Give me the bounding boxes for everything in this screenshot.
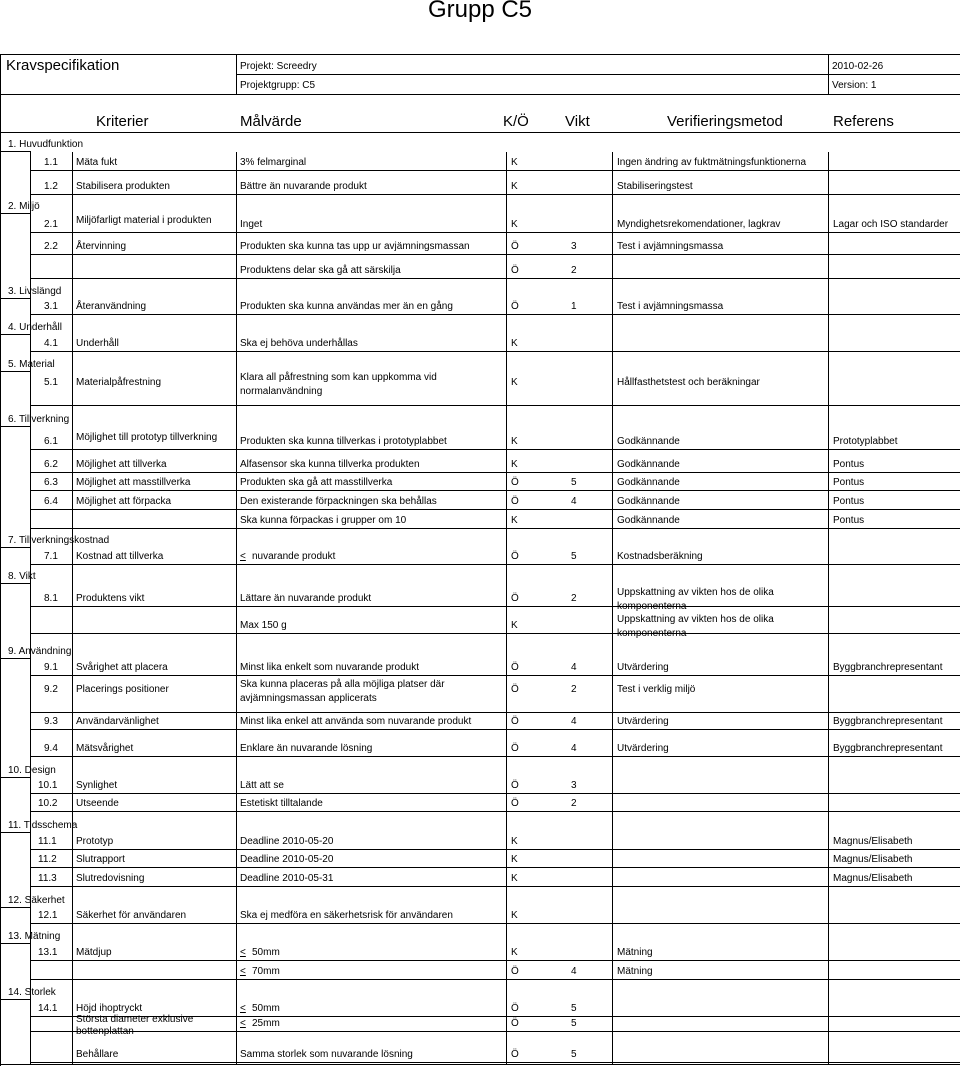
ko-value: K: [511, 515, 518, 526]
section-heading: 12. Säkerhet: [8, 895, 65, 906]
ko-value: Ö: [511, 496, 519, 507]
verification-method: Myndighetsrekomendationer, lagkrav: [617, 219, 781, 230]
reference: Pontus: [833, 515, 865, 526]
target-value: Lätt att se: [240, 780, 284, 791]
section-heading: 13. Mätning: [8, 931, 61, 942]
project-group: Projektgrupp: C5: [240, 80, 316, 91]
target-value: Bättre än nuvarande produkt: [240, 181, 367, 192]
doc-date: 2010-02-26: [832, 61, 884, 72]
section-heading: 6. Tillverkning: [8, 414, 70, 425]
verification-method: Mätning: [617, 966, 653, 977]
criterion-label: Säkerhet för användaren: [76, 910, 187, 921]
section-heading: 4. Underhåll: [8, 322, 62, 333]
weight-value: 4: [571, 662, 577, 673]
criterion-label: Behållare: [76, 1049, 119, 1060]
target-value: Lättare än nuvarande produkt: [240, 593, 372, 604]
weight-value: 4: [571, 743, 577, 754]
verification-method: Test i verklig miljö: [617, 684, 696, 695]
target-prefix: <: [240, 966, 246, 977]
criterion-label: Möjlighet att tillverka: [76, 459, 167, 470]
ko-value: Ö: [511, 551, 519, 562]
row-number: 10.2: [38, 798, 58, 809]
row-number: 9.2: [44, 684, 58, 695]
target-value: 70mm: [252, 966, 280, 977]
row-number: 2.2: [44, 241, 58, 252]
criterion-label: Mätdjup: [76, 947, 112, 958]
section-heading: 11. Tidsschema: [8, 820, 78, 831]
ko-value: Ö: [511, 743, 519, 754]
ko-value: K: [511, 377, 518, 388]
ko-value: Ö: [511, 716, 519, 727]
row-number: 1.1: [44, 157, 58, 168]
target-value: Ska kunna förpackas i grupper om 10: [240, 515, 407, 526]
row-number: 14.1: [38, 1003, 58, 1014]
ko-value: K: [511, 620, 518, 631]
weight-value: 5: [571, 1049, 577, 1060]
criterion-label: Miljöfarligt material i produkten: [76, 215, 212, 226]
weight-value: 2: [571, 265, 577, 276]
criterion-label: Möjlighet till prototyp tillverkning: [76, 432, 218, 443]
row-number: 9.4: [44, 743, 58, 754]
target-value: Ska ej behöva underhållas: [240, 338, 358, 349]
target-value: Enklare än nuvarande lösning: [240, 743, 373, 754]
row-number: 3.1: [44, 301, 58, 312]
section-heading: 2. Miljö: [8, 201, 40, 212]
target-value: Produkten ska kunna tas upp ur avjämningsmassan: [240, 241, 470, 252]
verification-method: Uppskattning av vikten hos de olika komponenterna: [617, 614, 774, 639]
weight-value: 2: [571, 684, 577, 695]
criterion-label: Kostnad att tillverka: [76, 551, 164, 562]
verification-method: Utvärdering: [617, 743, 669, 754]
verification-method: Stabiliseringstest: [617, 181, 693, 192]
weight-value: 5: [571, 1003, 577, 1014]
row-number: 6.4: [44, 496, 58, 507]
row-number: 1.2: [44, 181, 58, 192]
criterion-label: Användarvänlighet: [76, 716, 159, 727]
verification-method: Mätning: [617, 947, 653, 958]
weight-value: 1: [571, 301, 577, 312]
weight-value: 4: [571, 966, 577, 977]
reference: Byggbranchrepresentant: [833, 743, 943, 754]
row-number: 8.1: [44, 593, 58, 604]
criterion-label: Materialpåfrestning: [76, 377, 162, 388]
verification-method: Godkännande: [617, 436, 680, 447]
criterion-label: Underhåll: [76, 338, 119, 349]
ko-value: Ö: [511, 1018, 519, 1029]
reference: Prototyplabbet: [833, 436, 898, 447]
target-value: Produktens delar ska gå att särskilja: [240, 265, 401, 276]
col-malvarde: Målvärde: [240, 113, 302, 130]
weight-value: 4: [571, 496, 577, 507]
verification-method: Uppskattning av vikten hos de olika komponenterna: [617, 587, 774, 612]
target-value: Max 150 g: [240, 620, 287, 631]
target-value: 25mm: [252, 1018, 280, 1029]
weight-value: 3: [571, 780, 577, 791]
section-heading: 7. Tillverkningskostnad: [8, 535, 110, 546]
ko-value: K: [511, 219, 518, 230]
verification-method: Godkännande: [617, 515, 680, 526]
ko-value: K: [511, 873, 518, 884]
weight-value: 5: [571, 551, 577, 562]
criterion-label: Höjd ihoptryckt: [76, 1003, 143, 1014]
row-number: 11.1: [38, 836, 57, 847]
target-prefix: <: [240, 947, 246, 958]
section-heading: 8. Vikt: [8, 571, 36, 582]
ko-value: K: [511, 910, 518, 921]
criterion-label: Återvinning: [76, 241, 127, 252]
ko-value: Ö: [511, 1003, 519, 1014]
weight-value: 2: [571, 593, 577, 604]
target-value: Produkten ska kunna tillverkas i prototyplabbet: [240, 436, 447, 447]
reference: Magnus/Elisabeth: [833, 854, 913, 865]
target-value: Inget: [240, 219, 263, 230]
criterion-label: Slutrapport: [76, 854, 125, 865]
target-value: Ska kunna placeras på alla möjliga platser där avjämningsmassan applicerats: [240, 679, 445, 704]
ko-value: K: [511, 436, 518, 447]
target-value: Minst lika enkel att använda som nuvarande produkt: [240, 716, 472, 727]
target-prefix: <: [240, 1018, 246, 1029]
target-value: Ska ej medföra en säkerhetsrisk för användaren: [240, 910, 453, 921]
project-name: Projekt: Screedry: [240, 61, 317, 72]
criterion-label: Möjlighet att förpacka: [76, 496, 172, 507]
section-heading: 1. Huvudfunktion: [8, 139, 84, 150]
col-ko: K/Ö: [503, 113, 529, 130]
verification-method: Godkännande: [617, 496, 680, 507]
ko-value: K: [511, 157, 518, 168]
row-number: 5.1: [44, 377, 58, 388]
weight-value: 3: [571, 241, 577, 252]
verification-method: Test i avjämningsmassa: [617, 301, 724, 312]
criterion-label: Stabilisera produkten: [76, 181, 170, 192]
verification-method: Utvärdering: [617, 716, 669, 727]
ko-value: Ö: [511, 301, 519, 312]
reference: Magnus/Elisabeth: [833, 836, 913, 847]
criterion-label: Placerings positioner: [76, 684, 169, 695]
reference: Byggbranchrepresentant: [833, 662, 943, 673]
reference: Pontus: [833, 477, 865, 488]
ko-value: Ö: [511, 684, 519, 695]
target-value: Minst lika enkelt som nuvarande produkt: [240, 662, 419, 673]
section-heading: 10. Design: [8, 765, 56, 776]
ko-value: Ö: [511, 662, 519, 673]
section-heading: 14. Storlek: [8, 987, 56, 998]
section-heading: 5. Material: [8, 359, 55, 370]
ko-value: Ö: [511, 1049, 519, 1060]
target-value: Deadline 2010-05-31: [240, 873, 334, 884]
criterion-label: Svårighet att placera: [76, 662, 168, 673]
verification-method: Godkännande: [617, 459, 680, 470]
target-value: 50mm: [252, 947, 280, 958]
target-value: Deadline 2010-05-20: [240, 854, 334, 865]
row-number: 10.1: [38, 780, 58, 791]
ko-value: K: [511, 181, 518, 192]
criterion-label: Synlighet: [76, 780, 118, 791]
row-number: 2.1: [44, 219, 58, 230]
target-value: Samma storlek som nuvarande lösning: [240, 1049, 413, 1060]
section-heading: 9. Användning: [8, 646, 72, 657]
page-title: Grupp C5: [427, 0, 533, 23]
verification-method: Godkännande: [617, 477, 680, 488]
row-number: 12.1: [38, 910, 58, 921]
row-number: 6.2: [44, 459, 58, 470]
ko-value: K: [511, 836, 518, 847]
ko-value: Ö: [511, 593, 519, 604]
ko-value: Ö: [511, 477, 519, 488]
row-number: 9.1: [44, 662, 58, 673]
target-value: Estetiskt tilltalande: [240, 798, 323, 809]
col-metod: Verifieringsmetod: [667, 113, 783, 130]
row-number: 11.2: [38, 854, 57, 865]
target-prefix: <: [240, 1003, 246, 1014]
target-value: Produkten ska kunna användas mer än en gång: [240, 301, 453, 312]
verification-method: Hållfasthetstest och beräkningar: [617, 377, 760, 388]
verification-method: Kostnadsberäkning: [617, 551, 703, 562]
reference: Lagar och ISO standarder: [833, 219, 949, 230]
criterion-label: Största diameter exklusive bottenplattan: [76, 1014, 194, 1037]
criterion-label: Prototyp: [76, 836, 114, 847]
target-value: Deadline 2010-05-20: [240, 836, 334, 847]
row-number: 11.3: [38, 873, 57, 884]
doc-version: Version: 1: [832, 80, 877, 91]
spec-title: Kravspecifikation: [6, 57, 120, 74]
target-value: Klara all påfrestning som kan uppkomma vid normalanvändning: [240, 372, 437, 397]
criterion-label: Slutredovisning: [76, 873, 145, 884]
target-value: Alfasensor ska kunna tillverka produkten: [240, 459, 420, 470]
target-prefix: <: [240, 551, 246, 562]
ko-value: K: [511, 854, 518, 865]
ko-value: K: [511, 947, 518, 958]
ko-value: Ö: [511, 780, 519, 791]
target-value: Produkten ska gå att masstillverka: [240, 477, 393, 488]
verification-method: Utvärdering: [617, 662, 669, 673]
row-number: 6.3: [44, 477, 58, 488]
verification-method: Test i avjämningsmassa: [617, 241, 724, 252]
ko-value: Ö: [511, 966, 519, 977]
col-vikt: Vikt: [565, 113, 590, 130]
col-kriterier: Kriterier: [96, 113, 149, 130]
reference: Byggbranchrepresentant: [833, 716, 943, 727]
criterion-label: Utseende: [76, 798, 119, 809]
row-number: 7.1: [44, 551, 58, 562]
target-value: 50mm: [252, 1003, 280, 1014]
ko-value: K: [511, 338, 518, 349]
ko-value: Ö: [511, 798, 519, 809]
criterion-label: Produktens vikt: [76, 593, 145, 604]
criterion-label: Mäta fukt: [76, 157, 118, 168]
reference: Pontus: [833, 459, 865, 470]
target-value: nuvarande produkt: [252, 551, 336, 562]
verification-method: Ingen ändring av fuktmätningsfunktionerna: [617, 157, 807, 168]
weight-value: 5: [571, 477, 577, 488]
ko-value: K: [511, 459, 518, 470]
row-number: 9.3: [44, 716, 58, 727]
criterion-label: Möjlighet att masstillverka: [76, 477, 191, 488]
ko-value: Ö: [511, 265, 519, 276]
target-value: Den existerande förpackningen ska behållas: [240, 496, 437, 507]
col-referens: Referens: [833, 113, 894, 130]
weight-value: 5: [571, 1018, 577, 1029]
weight-value: 2: [571, 798, 577, 809]
weight-value: 4: [571, 716, 577, 727]
row-number: 13.1: [38, 947, 58, 958]
target-value: 3% felmarginal: [240, 157, 307, 168]
reference: Magnus/Elisabeth: [833, 873, 913, 884]
criterion-label: Återanvändning: [76, 301, 147, 312]
criterion-label: Mätsvårighet: [76, 743, 134, 754]
row-number: 4.1: [44, 338, 58, 349]
ko-value: Ö: [511, 241, 519, 252]
row-number: 6.1: [44, 436, 58, 447]
reference: Pontus: [833, 496, 865, 507]
section-heading: 3. Livslängd: [8, 286, 62, 297]
